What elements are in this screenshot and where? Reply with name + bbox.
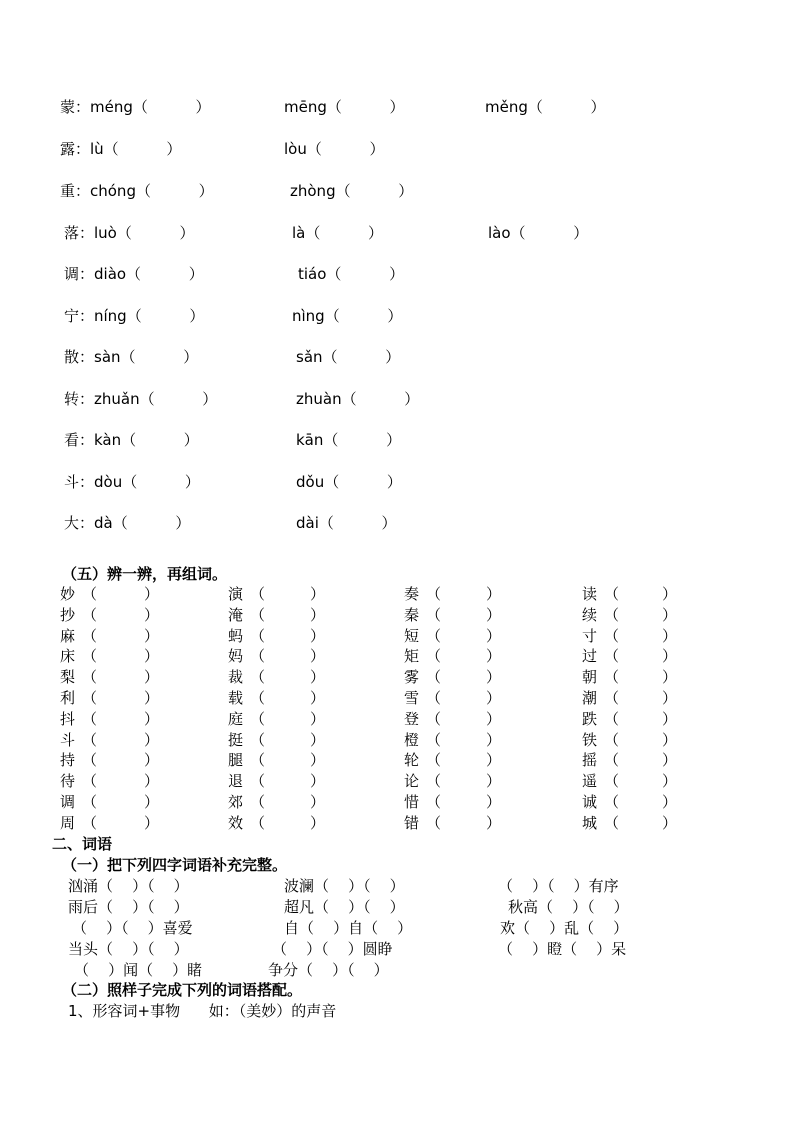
answer-blank-close: ） <box>310 813 326 832</box>
answer-blank-open[interactable]: （ <box>250 730 266 749</box>
pinyin-entry[interactable]: lào（ ） <box>488 224 589 242</box>
answer-blank-open[interactable]: （ <box>604 647 620 666</box>
answer-blank-close: ） <box>662 772 678 791</box>
answer-blank-close: ） <box>310 709 326 728</box>
answer-blank-open[interactable]: （ <box>426 772 442 791</box>
answer-blank-open[interactable]: （ <box>82 751 98 770</box>
idiom-item[interactable]: 当头（ ）（ ） <box>68 940 189 958</box>
pinyin-row <box>0 96 794 118</box>
pinyin-entry[interactable]: là（ ） <box>292 224 384 242</box>
answer-blank-close: ） <box>486 813 502 832</box>
answer-blank-open[interactable]: （ <box>250 751 266 770</box>
answer-blank-open[interactable]: （ <box>82 585 98 603</box>
grid-character: 潮 <box>582 689 598 707</box>
answer-blank-close: ） <box>662 647 678 666</box>
grid-row <box>0 709 794 729</box>
answer-blank-close: ） <box>662 751 678 770</box>
answer-blank-close: ） <box>310 605 326 624</box>
pinyin-entry[interactable]: sǎn（ ） <box>296 348 401 366</box>
answer-blank-close: ） <box>486 793 502 811</box>
sub1-title: （一）把下列四字词语补充完整。 <box>62 856 288 874</box>
grid-character: 论 <box>404 772 420 791</box>
grid-character: 裁 <box>228 668 244 687</box>
answer-blank-open[interactable]: （ <box>604 585 620 603</box>
pinyin-row <box>0 305 794 327</box>
pinyin-entry[interactable]: mēng（ ） <box>284 98 405 116</box>
grid-character: 续 <box>582 605 598 624</box>
answer-blank-close: ） <box>662 793 678 811</box>
answer-blank-close: ） <box>144 647 160 666</box>
pinyin-entry[interactable]: 散：sàn（ ） <box>64 348 199 366</box>
pinyin-entry[interactable]: 斗：dòu（ ） <box>64 473 200 491</box>
idiom-row <box>0 939 794 959</box>
answer-blank-close: ） <box>310 793 326 811</box>
answer-blank-close: ） <box>310 626 326 645</box>
answer-blank-open[interactable]: （ <box>604 730 620 749</box>
grid-character: 登 <box>404 709 420 728</box>
grid-character: 寸 <box>582 626 598 645</box>
answer-blank-open[interactable]: （ <box>82 605 98 624</box>
grid-character: 床 <box>60 647 76 666</box>
idiom-item[interactable]: （ ）（ ）圆睁 <box>272 940 393 958</box>
answer-blank-close: ） <box>144 585 160 603</box>
grid-character: 城 <box>582 813 598 832</box>
grid-character: 抄 <box>60 605 76 624</box>
answer-blank-close: ） <box>310 689 326 707</box>
answer-blank-open[interactable]: （ <box>82 813 98 832</box>
answer-blank-close: ） <box>662 668 678 687</box>
answer-blank-open[interactable]: （ <box>82 709 98 728</box>
pinyin-row <box>0 512 794 534</box>
answer-blank-open[interactable]: （ <box>604 772 620 791</box>
grid-character: 待 <box>60 772 76 791</box>
answer-blank-close: ） <box>144 813 160 832</box>
answer-blank-close: ） <box>662 626 678 645</box>
answer-blank-open[interactable]: （ <box>250 793 266 811</box>
grid-character: 雾 <box>404 668 420 687</box>
answer-blank-open[interactable]: （ <box>250 668 266 687</box>
grid-character: 诚 <box>582 793 598 811</box>
pinyin-entry[interactable]: 落：luò（ ） <box>64 224 195 242</box>
grid-character: 跌 <box>582 709 598 728</box>
answer-blank-open[interactable]: （ <box>82 626 98 645</box>
idiom-item[interactable]: 秋高（ ）（ ） <box>508 898 629 916</box>
grid-character: 庭 <box>228 709 244 728</box>
sub2-title: （二）照样子完成下列的词语搭配。 <box>62 981 303 999</box>
idiom-row <box>0 876 794 896</box>
answer-blank-close: ） <box>662 605 678 624</box>
answer-blank-close: ） <box>144 689 160 707</box>
grid-character: 淹 <box>228 605 244 624</box>
answer-blank-close: ） <box>144 772 160 791</box>
pinyin-entry[interactable]: 重：chóng（ ） <box>60 182 214 200</box>
pinyin-entry[interactable]: lòu（ ） <box>284 140 385 158</box>
grid-character: 铁 <box>582 730 598 749</box>
pinyin-entry[interactable]: 宁：níng（ ） <box>64 307 205 325</box>
grid-character: 遥 <box>582 772 598 791</box>
idiom-item[interactable]: （ ）（ ）有序 <box>498 877 619 895</box>
answer-blank-open[interactable]: （ <box>250 772 266 791</box>
idiom-item[interactable]: （ ）瞪（ ）呆 <box>498 940 627 958</box>
answer-blank-open[interactable]: （ <box>426 647 442 666</box>
grid-character: 梨 <box>60 668 76 687</box>
answer-blank-open[interactable]: （ <box>250 689 266 707</box>
idiom-item[interactable]: 争分（ ）（ ） <box>268 961 389 979</box>
answer-blank-open[interactable]: （ <box>82 730 98 749</box>
answer-blank-open[interactable]: （ <box>604 751 620 770</box>
grid-row <box>0 626 794 646</box>
answer-blank-close: ） <box>310 585 326 603</box>
pinyin-row <box>0 180 794 202</box>
answer-blank-open[interactable]: （ <box>604 813 620 832</box>
answer-blank-close: ） <box>662 730 678 749</box>
pinyin-row <box>0 471 794 493</box>
answer-blank-close: ） <box>486 751 502 770</box>
answer-blank-open[interactable]: （ <box>426 730 442 749</box>
idiom-item[interactable]: 雨后（ ）（ ） <box>68 898 189 916</box>
answer-blank-close: ） <box>310 647 326 666</box>
idiom-item[interactable]: （ ）（ ）喜爱 <box>72 919 193 937</box>
answer-blank-close: ） <box>486 605 502 624</box>
idiom-row <box>0 897 794 917</box>
answer-blank-open[interactable]: （ <box>250 585 266 603</box>
idiom-item[interactable]: 欢（ ）乱（ ） <box>500 919 629 937</box>
answer-blank-open[interactable]: （ <box>250 626 266 645</box>
answer-blank-close: ） <box>310 668 326 687</box>
answer-blank-open[interactable]: （ <box>250 605 266 624</box>
pinyin-row <box>0 222 794 244</box>
grid-row <box>0 792 794 812</box>
grid-character: 摇 <box>582 751 598 770</box>
grid-character: 惜 <box>404 793 420 811</box>
grid-row <box>0 730 794 750</box>
pinyin-entry[interactable]: 蒙：méng（ ） <box>60 98 211 116</box>
grid-character: 轮 <box>404 751 420 770</box>
pinyin-entry[interactable]: dài（ ） <box>296 514 397 532</box>
answer-blank-open[interactable]: （ <box>426 813 442 832</box>
section5-title: （五）辨一辨，再组词。 <box>62 565 228 583</box>
pinyin-entry[interactable]: dǒu（ ） <box>296 473 402 491</box>
answer-blank-open[interactable]: （ <box>604 689 620 707</box>
idiom-row <box>0 960 794 980</box>
grid-character: 妈 <box>228 647 244 666</box>
answer-blank-close: ） <box>486 585 502 603</box>
answer-blank-open[interactable]: （ <box>426 626 442 645</box>
grid-character: 妙 <box>60 585 76 603</box>
answer-blank-open[interactable]: （ <box>82 793 98 811</box>
answer-blank-open[interactable]: （ <box>426 709 442 728</box>
example-line: 1、形容词+事物 如：（美妙）的声音 <box>68 1002 337 1020</box>
answer-blank-close: ） <box>144 730 160 749</box>
answer-blank-open[interactable]: （ <box>82 772 98 791</box>
idiom-item[interactable]: （ ）闻（ ）睹 <box>74 961 203 979</box>
answer-blank-open[interactable]: （ <box>426 605 442 624</box>
pinyin-row <box>0 346 794 368</box>
grid-character: 挺 <box>228 730 244 749</box>
answer-blank-open[interactable]: （ <box>426 751 442 770</box>
grid-character: 利 <box>60 689 76 707</box>
answer-blank-open[interactable]: （ <box>250 647 266 666</box>
answer-blank-close: ） <box>144 793 160 811</box>
answer-blank-close: ） <box>144 626 160 645</box>
grid-character: 腿 <box>228 751 244 770</box>
grid-character: 错 <box>404 813 420 832</box>
grid-character: 朝 <box>582 668 598 687</box>
answer-blank-open[interactable]: （ <box>604 626 620 645</box>
answer-blank-close: ） <box>486 730 502 749</box>
pinyin-entry[interactable]: 调：diào（ ） <box>64 265 204 283</box>
pinyin-entry[interactable]: 大：dà（ ） <box>64 514 191 532</box>
pinyin-entry[interactable]: kān（ ） <box>296 431 402 449</box>
section2-title: 二、词语 <box>52 835 113 853</box>
pinyin-entry[interactable]: zhuàn（ ） <box>296 390 420 408</box>
grid-row <box>0 688 794 708</box>
answer-blank-close: ） <box>144 605 160 624</box>
answer-blank-close: ） <box>310 751 326 770</box>
answer-blank-close: ） <box>486 626 502 645</box>
answer-blank-close: ） <box>662 689 678 707</box>
pinyin-entry[interactable]: zhòng（ ） <box>290 182 414 200</box>
answer-blank-close: ） <box>486 668 502 687</box>
grid-row <box>0 605 794 625</box>
answer-blank-close: ） <box>310 772 326 791</box>
answer-blank-close: ） <box>144 751 160 770</box>
answer-blank-close: ） <box>486 647 502 666</box>
answer-blank-open[interactable]: （ <box>604 605 620 624</box>
grid-row <box>0 584 794 604</box>
grid-character: 退 <box>228 772 244 791</box>
answer-blank-open[interactable]: （ <box>82 689 98 707</box>
grid-character: 斗 <box>60 730 76 749</box>
grid-row <box>0 646 794 666</box>
grid-row <box>0 750 794 770</box>
pinyin-row <box>0 429 794 451</box>
pinyin-entry[interactable]: 转：zhuǎn（ ） <box>64 390 218 408</box>
answer-blank-open[interactable]: （ <box>604 668 620 687</box>
grid-character: 橙 <box>404 730 420 749</box>
pinyin-row <box>0 388 794 410</box>
pinyin-entry[interactable]: měng（ ） <box>485 98 606 116</box>
idiom-item[interactable]: 超凡（ ）（ ） <box>284 898 405 916</box>
grid-character: 周 <box>60 813 76 832</box>
idiom-row <box>0 918 794 938</box>
grid-character: 奏 <box>404 585 420 603</box>
answer-blank-close: ） <box>486 772 502 791</box>
grid-character: 郊 <box>228 793 244 811</box>
grid-character: 抖 <box>60 709 76 728</box>
idiom-item[interactable]: 波澜（ ）（ ） <box>284 877 405 895</box>
answer-blank-close: ） <box>486 689 502 707</box>
answer-blank-close: ） <box>144 668 160 687</box>
idiom-item[interactable]: 自（ ）自（ ） <box>284 919 413 937</box>
pinyin-entry[interactable]: nìng（ ） <box>292 307 403 325</box>
pinyin-row <box>0 138 794 160</box>
answer-blank-open[interactable]: （ <box>426 793 442 811</box>
answer-blank-close: ） <box>144 709 160 728</box>
grid-character: 调 <box>60 793 76 811</box>
answer-blank-close: ） <box>310 730 326 749</box>
grid-character: 过 <box>582 647 598 666</box>
answer-blank-close: ） <box>662 709 678 728</box>
answer-blank-close: ） <box>486 709 502 728</box>
answer-blank-open[interactable]: （ <box>426 668 442 687</box>
answer-blank-open[interactable]: （ <box>82 668 98 687</box>
grid-character: 雪 <box>404 689 420 707</box>
grid-character: 效 <box>228 813 244 832</box>
grid-character: 演 <box>228 585 244 603</box>
answer-blank-open[interactable]: （ <box>426 689 442 707</box>
grid-character: 蚂 <box>228 626 244 645</box>
answer-blank-open[interactable]: （ <box>250 709 266 728</box>
grid-character: 麻 <box>60 626 76 645</box>
pinyin-entry[interactable]: 看：kàn（ ） <box>64 431 199 449</box>
idiom-item[interactable]: 汹涌（ ）（ ） <box>68 877 189 895</box>
answer-blank-open[interactable]: （ <box>604 793 620 811</box>
answer-blank-open[interactable]: （ <box>604 709 620 728</box>
grid-character: 载 <box>228 689 244 707</box>
answer-blank-open[interactable]: （ <box>426 585 442 603</box>
grid-character: 短 <box>404 626 420 645</box>
answer-blank-close: ） <box>662 813 678 832</box>
grid-row <box>0 667 794 687</box>
grid-character: 秦 <box>404 605 420 624</box>
grid-character: 读 <box>582 585 598 603</box>
grid-row <box>0 771 794 791</box>
grid-row <box>0 813 794 833</box>
grid-character: 矩 <box>404 647 420 666</box>
grid-character: 持 <box>60 751 76 770</box>
answer-blank-open[interactable]: （ <box>250 813 266 832</box>
pinyin-entry[interactable]: tiáo（ ） <box>298 265 405 283</box>
answer-blank-close: ） <box>662 585 678 603</box>
pinyin-entry[interactable]: 露：lù（ ） <box>60 140 182 158</box>
answer-blank-open[interactable]: （ <box>82 647 98 666</box>
pinyin-row <box>0 263 794 285</box>
